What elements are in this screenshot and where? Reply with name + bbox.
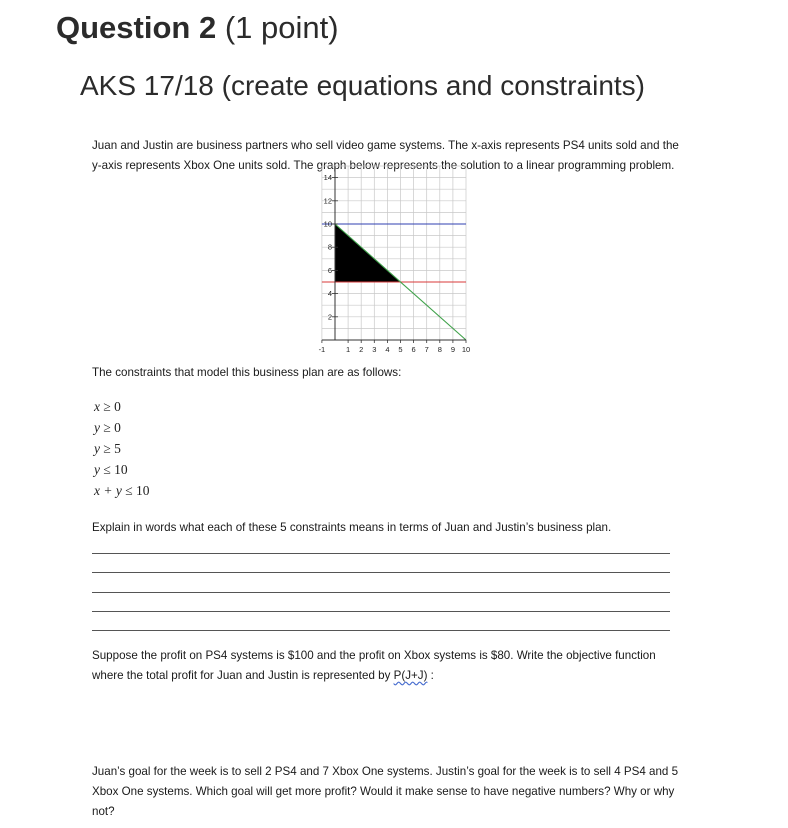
feasible-region-graph — [300, 173, 480, 362]
x-tick-label: 2 — [359, 345, 364, 354]
answer-line[interactable] — [92, 572, 670, 573]
constraints-label: The constraints that model this business plan are as follows: — [92, 366, 402, 379]
x-tick-label: 3 — [372, 345, 377, 354]
explain-prompt: Explain in words what each of these 5 constraints means in terms of Juan and Justin’s business plan. — [92, 521, 612, 534]
y-tick-label: 4 — [327, 289, 332, 299]
constraint-item: x + y ≤ 10 — [94, 483, 150, 498]
question-title — [56, 10, 339, 46]
x-tick-label: 4 — [385, 345, 390, 354]
answer-line[interactable] — [92, 611, 670, 612]
x-tick-label: 6 — [411, 345, 416, 354]
x-tick-label: 8 — [437, 345, 442, 354]
constraint-item: y ≤ 10 — [94, 462, 128, 477]
constraint-item: y ≥ 0 — [94, 420, 121, 435]
y-tick-label: 6 — [327, 265, 332, 275]
question-number: Question 2 — [56, 10, 217, 45]
x-tick-label: 5 — [398, 345, 403, 354]
aks-heading: AKS 17/18 (create equations and constraints) — [80, 70, 646, 101]
answer-line[interactable] — [92, 630, 670, 631]
constraint-item: x ≥ 0 — [94, 399, 121, 414]
x-tick-label: 7 — [424, 345, 429, 354]
constraints-list — [94, 396, 150, 501]
profit-prompt — [92, 646, 682, 686]
intro-paragraph: Juan and Justin are business partners who sell video game systems. The x-axis represents PS4 units sold and the y-axis represents Xbox One units sold. The graph below represents the solution to a linear programming problem. — [92, 139, 679, 172]
y-tick-label: 8 — [327, 242, 332, 252]
goal-prompt: Juan’s goal for the week is to sell 2 PS4 and 7 Xbox One systems. Justin’s goal for the week is to sell 4 PS4 and 5 Xbox One systems. Which goal will get more profit? Would it make sense to have negative numbers? Why or why not? — [92, 765, 679, 818]
x-tick-label: 9 — [450, 345, 455, 354]
y-tick-label: 2 — [327, 312, 332, 322]
profit-variable: P(J+J) — [393, 669, 428, 682]
x-tick-label: 1 — [346, 345, 351, 354]
y-tick-label: 14 — [323, 173, 332, 183]
y-tick-label: 12 — [323, 196, 332, 206]
constraint-item: y ≥ 5 — [94, 441, 121, 456]
x-tick-label: -1 — [318, 345, 326, 354]
question-points: (1 point) — [224, 10, 339, 45]
answer-line[interactable] — [92, 553, 670, 554]
x-tick-label: 10 — [461, 345, 471, 354]
answer-line[interactable] — [92, 592, 670, 593]
profit-text: Suppose the profit on PS4 systems is $100 and the profit on Xbox systems is $80. Write the objective function where the total profit for Juan and Justin is represented by — [92, 649, 656, 682]
profit-end: : — [427, 669, 434, 682]
y-tick-label: 10 — [323, 219, 332, 229]
